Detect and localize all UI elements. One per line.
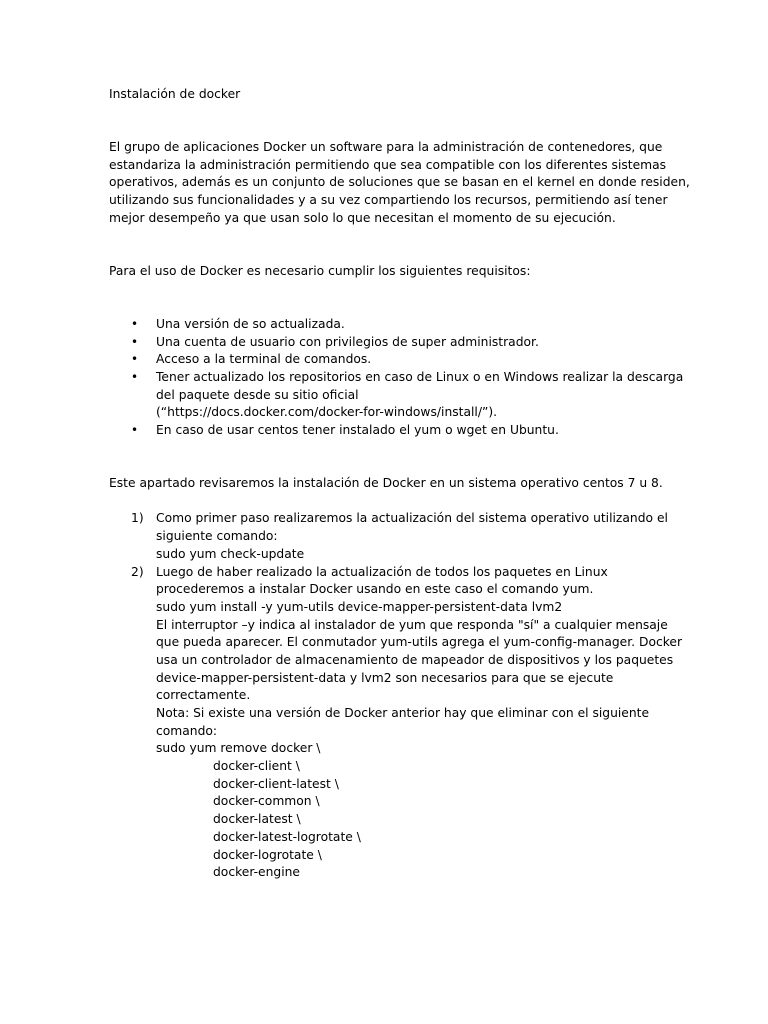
step-text: correctamente.: [156, 688, 251, 703]
step-number: 1): [131, 511, 144, 526]
list-item: [109, 351, 654, 369]
list-item: [109, 316, 654, 334]
note-text: comando:: [156, 723, 218, 738]
step-item: [109, 510, 668, 563]
step-text: siguiente comando:: [156, 529, 278, 544]
bullet-icon: •: [131, 334, 139, 349]
note-text: Nota: Si existe una versión de Docker anterior hay que eliminar con el siguiente: [156, 706, 650, 721]
command-text: docker-client \: [213, 759, 300, 774]
command-continuation: [156, 758, 654, 882]
intro-line: utilizando sus funcionalidades y a su vez compartiendo los recursos, permitiendo así tener: [109, 193, 668, 208]
document-page: [109, 86, 690, 882]
intro-line: El grupo de aplicaciones Docker un software para la administración de contenedores, que: [109, 139, 663, 154]
intro-line: estandariza la administración permitiendo que sea compatible con los diferentes sistemas: [109, 157, 667, 172]
installation-steps: [109, 510, 683, 881]
intro-line: mejor desempeño ya que usan solo lo que necesitan el momento de su ejecución.: [109, 210, 616, 225]
step-item: [109, 564, 683, 882]
command-text: docker-common \: [213, 794, 320, 809]
command-text: sudo yum check-update: [156, 546, 305, 561]
intro-line: operativos, además es un conjunto de soluciones que se basan en el kernel en donde residen,: [109, 175, 690, 190]
bullet-icon: •: [131, 316, 139, 331]
list-item-text: Una cuenta de usuario con privilegios de super administrador.: [156, 334, 539, 349]
bullet-icon: •: [131, 352, 139, 367]
command-text: docker-logrotate \: [213, 847, 322, 862]
list-item-text: del paquete desde su sitio oficial: [156, 387, 359, 402]
docker-windows-url: (“https://docs.docker.com/docker-for-windows/install/”).: [156, 405, 498, 420]
bullet-icon: •: [131, 369, 139, 384]
list-item-text: Una versión de so actualizada.: [156, 316, 345, 331]
intro-paragraph: [109, 139, 690, 227]
step-text: Luego de haber realizado la actualización de todos los paquetes en Linux: [156, 564, 608, 579]
document-title: Instalación de docker: [109, 87, 241, 101]
command-text: docker-latest \: [213, 812, 301, 827]
step-text: El interruptor –y indica al instalador de yum que responda "sí" a cualquier mensaje: [156, 617, 668, 632]
step-text: Como primer paso realizaremos la actualización del sistema operativo utilizando el: [156, 511, 668, 526]
step-number: 2): [131, 564, 144, 579]
step-text: device-mapper-persistent-data y lvm2 son necesarios para que se ejecute: [156, 670, 614, 685]
step-text: procederemos a instalar Docker usando en este caso el comando yum.: [156, 582, 594, 597]
list-item-text: En caso de usar centos tener instalado el yum o wget en Ubuntu.: [156, 423, 559, 438]
command-text: sudo yum remove docker \: [156, 741, 321, 756]
requirements-intro: Para el uso de Docker es necesario cumplir los siguientes requisitos:: [109, 263, 531, 278]
section-intro: Este apartado revisaremos la instalación de Docker en un sistema operativo centos 7 u 8.: [109, 476, 663, 491]
requirements-list: [109, 316, 684, 440]
command-text: docker-client-latest \: [213, 776, 339, 791]
command-text: docker-engine: [213, 865, 300, 880]
list-item: [109, 369, 684, 422]
list-item-text: Acceso a la terminal de comandos.: [156, 352, 372, 367]
list-item-text: Tener actualizado los repositorios en caso de Linux o en Windows realizar la descarga: [156, 369, 684, 384]
list-item: [109, 334, 654, 352]
step-text: usa un controlador de almacenamiento de mapeador de dispositivos y los paquetes: [156, 652, 674, 667]
command-text: docker-latest-logrotate \: [213, 829, 361, 844]
command-text: sudo yum install -y yum-utils device-mapper-persistent-data lvm2: [156, 599, 563, 614]
list-item: [109, 422, 654, 440]
step-text: que pueda aparecer. El conmutador yum-utils agrega el yum-config-manager. Docker: [156, 635, 683, 650]
bullet-icon: •: [131, 423, 139, 438]
